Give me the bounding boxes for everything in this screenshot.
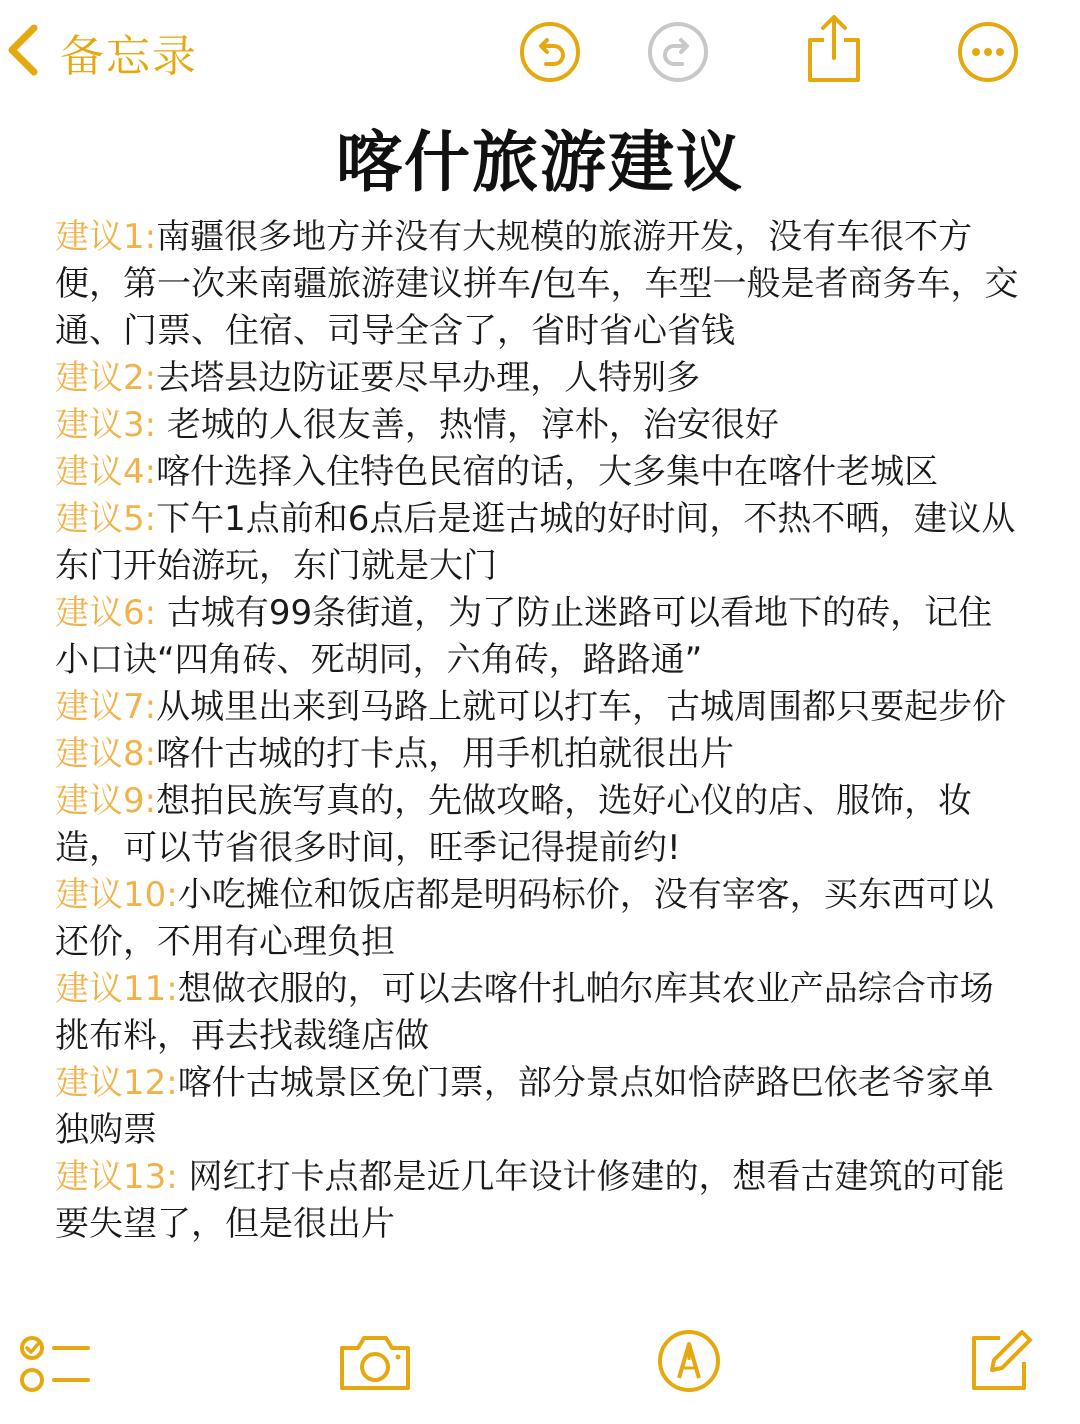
redo-button[interactable]: [646, 20, 710, 84]
camera-icon: [336, 1379, 414, 1398]
undo-button[interactable]: [518, 20, 582, 84]
suggestion-label: 建议11:: [55, 969, 178, 1009]
back-label: 备忘录: [60, 31, 198, 82]
note-paragraph: [55, 966, 1025, 1060]
redo-icon: [646, 69, 710, 88]
suggestion-label: 建议6:: [55, 593, 167, 633]
suggestion-text: 从城里出来到马路上就可以打车，古城周围都只要起步价: [156, 687, 1007, 727]
suggestion-label: 建议9:: [55, 781, 157, 821]
suggestion-text: 去塔县边防证要尽早办理，人特别多: [156, 358, 701, 398]
suggestion-text: 古城有99条街道，为了防止迷路可以看地下的砖，记住小口诀“四角砖、死胡同，六角砖，路路通”: [55, 593, 993, 680]
note-paragraph: [55, 1060, 1025, 1154]
bottom-toolbar: [0, 1320, 1080, 1424]
note-title[interactable]: 喀什旅游建议: [336, 124, 744, 201]
suggestion-text: 小吃摊位和饭店都是明码标价，没有宰客，买东西可以还价，不用有心理负担: [55, 875, 994, 962]
suggestion-text: 南疆很多地方并没有大规模的旅游开发，没有车很不方便，第一次来南疆旅游建议拼车/包车，车型一般是者商务车，交通、门票、住宿、司导全含了，省时省心省钱: [55, 217, 1019, 351]
suggestion-text: 网红打卡点都是近几年设计修建的，想看古建筑的可能要失望了，但是很出片: [55, 1157, 1005, 1244]
suggestion-label: 建议10:: [55, 875, 178, 915]
suggestion-text: 想做衣服的，可以去喀什扎帕尔库其农业产品综合市场挑布料，再去找裁缝店做: [55, 969, 994, 1056]
suggestion-text: 想拍民族写真的，先做攻略，选好心仪的店、服饰，妆造，可以节省很多时间，旺季记得提前约!: [55, 781, 973, 868]
note-paragraph: [55, 214, 1025, 355]
compose-icon: [966, 1381, 1034, 1400]
suggestion-label: 建议1:: [55, 217, 157, 257]
suggestion-text: 下午1点前和6点后是逛古城的好时间，不热不晒，建议从东门开始游玩，东门就是大门: [55, 499, 1016, 586]
note-paragraph: [55, 778, 1025, 872]
camera-button[interactable]: [336, 1330, 414, 1398]
navigation-bar: [0, 0, 1080, 110]
note-paragraph: [55, 355, 1025, 402]
note-paragraph: [55, 590, 1025, 684]
note-paragraph: [55, 684, 1025, 731]
share-button[interactable]: [802, 14, 866, 78]
share-icon: [802, 69, 866, 88]
markup-button[interactable]: [656, 1328, 722, 1398]
checklist-button[interactable]: [18, 1334, 90, 1398]
back-button[interactable]: [4, 22, 198, 82]
note-paragraph: [55, 402, 1025, 449]
note-paragraph: [55, 496, 1025, 590]
note-paragraph: [55, 1154, 1025, 1248]
suggestion-label: 建议4:: [55, 452, 157, 492]
suggestion-label: 建议2:: [55, 358, 157, 398]
suggestion-label: 建议8:: [55, 734, 157, 774]
suggestion-text: 喀什古城的打卡点，用手机拍就很出片: [156, 734, 735, 774]
suggestion-label: 建议3:: [55, 405, 167, 445]
suggestion-label: 建议12:: [55, 1063, 178, 1103]
suggestion-label: 建议5:: [55, 499, 157, 539]
note-paragraph: [55, 449, 1025, 496]
undo-icon: [518, 69, 582, 88]
chevron-left-icon: [4, 22, 44, 82]
suggestion-text: 喀什古城景区免门票，部分景点如恰萨路巴依老爷家单独购票: [55, 1063, 994, 1150]
more-button[interactable]: [956, 20, 1020, 84]
more-icon: [956, 69, 1020, 88]
suggestion-label: 建议7:: [55, 687, 157, 727]
compose-button[interactable]: [966, 1328, 1034, 1400]
checklist-icon: [18, 1379, 90, 1398]
note-body[interactable]: [55, 214, 1025, 1248]
suggestion-label: 建议13:: [55, 1157, 189, 1197]
markup-pen-icon: [656, 1379, 722, 1398]
suggestion-text: 老城的人很友善，热情，淳朴，治安很好: [166, 405, 779, 445]
note-paragraph: [55, 872, 1025, 966]
note-paragraph: [55, 731, 1025, 778]
suggestion-text: 喀什选择入住特色民宿的话，大多集中在喀什老城区: [156, 452, 939, 492]
